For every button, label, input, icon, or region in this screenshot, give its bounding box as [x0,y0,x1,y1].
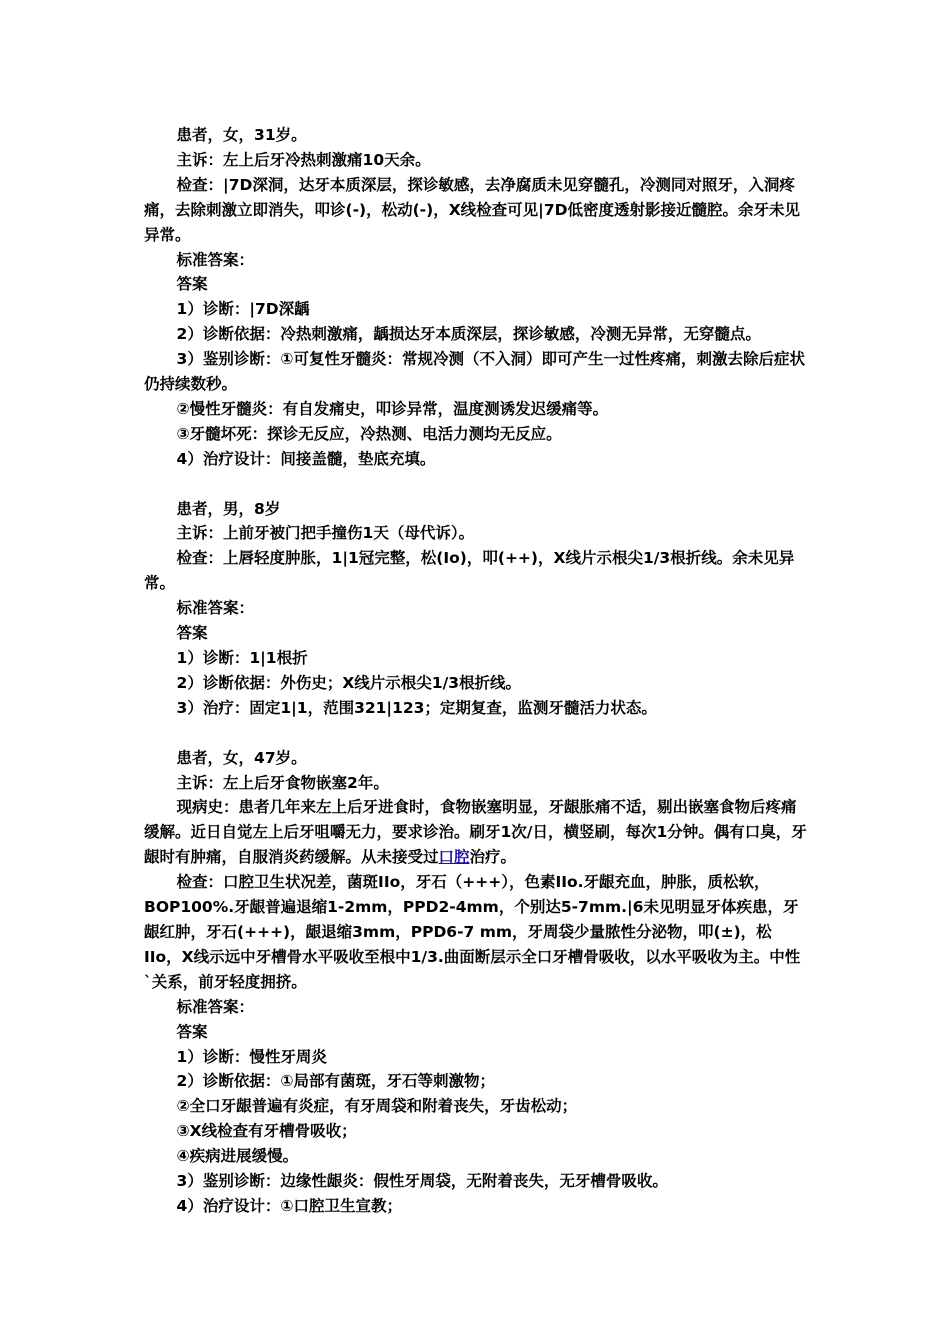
standard-answer-heading: 标准答案： [176,599,255,618]
standard-answer-heading: 标准答案： [176,250,255,269]
answer-heading: 答案 [176,624,208,643]
diagnosis: 1）诊断：1|1根折 [176,649,308,668]
case-1 [144,123,809,472]
differential-item: ③牙髓坏死：探诊无反应，冷热测、电活力测均无反应。 [176,424,562,443]
diagnosis-basis-item: ③X线检查有牙槽骨吸收； [176,1122,357,1141]
present-illness [144,795,809,870]
examination: 检查：口腔卫生状况差，菌斑IIo，牙石（+++），色素IIo.牙龈充血，肿胀，质松软，BOP100%.牙龈普遍退缩1-2mm，PPD2-4mm，个别达5-7mm.|6未见明显牙体疾患，牙龈红肿，牙石(+++)，龈退缩3mm，PPD6-7 mm，牙周袋少量脓性分泌物，叩(±)，松IIo，X线示远中牙槽骨水平吸收至根中1/3.曲面断层示全口牙槽骨吸收，以水平吸收为主。中性 `关系，前牙轻度拥挤。 [144,873,801,991]
examination: 检查：上唇轻度肿胀，1|1冠完整，松(Io)，叩(++)，X线片示根尖1/3根折线。余未见异常。 [144,549,795,593]
differential-diagnosis: 3）鉴别诊断：边缘性龈炎：假性牙周袋，无附着丧失，无牙槽骨吸收。 [176,1172,668,1191]
diagnosis-basis: 2）诊断依据：①局部有菌斑，牙石等刺激物； [176,1072,495,1091]
chief-complaint: 主诉：左上后牙食物嵌塞2年。 [176,773,389,792]
patient-info: 患者，男，8岁 [176,499,281,518]
blank-line [144,472,809,497]
treatment-plan: 4）治疗设计：①口腔卫生宣教； [176,1196,402,1215]
patient-info: 患者，女，47岁。 [176,748,307,767]
differential-diagnosis: 3）鉴别诊断：①可复性牙髓炎：常规冷测（不入洞）即可产生一过性疼痛，刺激去除后症状仍持续数秒。 [144,350,805,394]
standard-answer-heading: 标准答案： [176,997,255,1016]
diagnosis: 1）诊断：慢性牙周炎 [176,1047,327,1066]
case-3 [144,746,809,1219]
blank-line [144,721,809,746]
diagnosis: 1）诊断：|7D深龋 [176,300,310,319]
present-illness-text-end: 治疗。 [469,848,517,867]
diagnosis-basis-item: ②全口牙龈普遍有炎症，有牙周袋和附着丧失，牙齿松动； [176,1097,578,1116]
treatment-plan: 4）治疗设计：间接盖髓，垫底充填。 [176,449,436,468]
present-illness-text: 现病史：患者几年来左上后牙进食时，食物嵌塞明显，牙龈胀痛不适，剔出嵌塞食物后疼痛缓解。近日自觉左上后牙咀嚼无力，要求诊治。刷牙1次/日，横竖刷，每次1分钟。偶有口臭，牙龈时有肿痛，自服消炎药缓解。从未接受过 [144,798,807,867]
differential-item: ②慢性牙髓炎：有自发痛史，叩诊异常，温度测诱发迟缓痛等。 [176,399,609,418]
chief-complaint: 主诉：左上后牙冷热刺激痛10天余。 [176,150,431,169]
chief-complaint: 主诉：上前牙被门把手撞伤1天（母代诉）。 [176,524,475,543]
document-body [144,123,809,1219]
diagnosis-basis-item: ④疾病进展缓慢。 [176,1147,299,1166]
treatment: 3）治疗：固定1|1，范围321|123；定期复查，监测牙髓活力状态。 [176,698,657,717]
diagnosis-basis: 2）诊断依据：外伤史；X线片示根尖1/3根折线。 [176,673,522,692]
diagnosis-basis: 2）诊断依据：冷热刺激痛，龋损达牙本质深层，探诊敏感，冷测无异常，无穿髓点。 [176,325,761,344]
case-2 [144,497,809,721]
patient-info: 患者，女，31岁。 [176,126,307,144]
oral-link[interactable]: 口腔 [438,848,470,867]
answer-heading: 答案 [176,1022,208,1041]
examination: 检查：|7D深洞，达牙本质深层，探诊敏感，去净腐质未见穿髓孔，冷测同对照牙，入洞疼痛，去除刺激立即消失，叩诊(-)，松动(-)，X线检查可见|7D低密度透射影接近髓腔。余牙未见异常。 [144,175,800,244]
answer-heading: 答案 [176,275,208,294]
